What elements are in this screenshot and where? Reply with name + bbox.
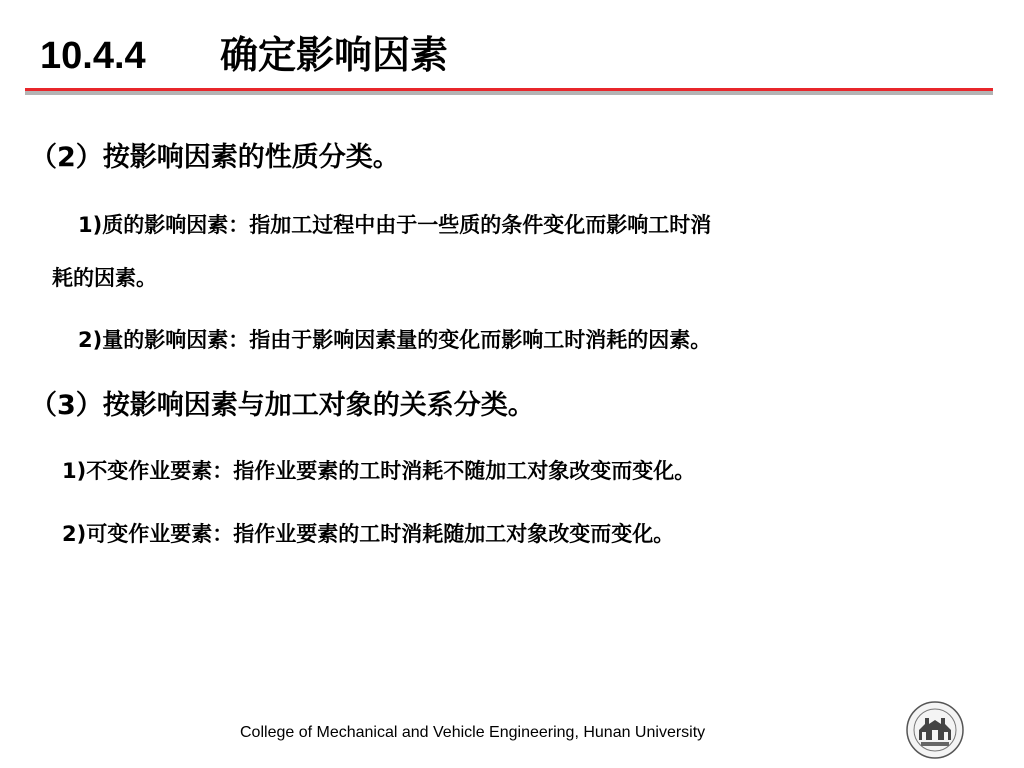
title-rule-gray [25, 91, 993, 95]
item-quantity-factors: 2)量的影响因素：指由于影响因素量的变化而影响工时消耗的因素。 [78, 328, 712, 352]
heading-3: （3）按影响因素与加工对象的关系分类。 [30, 390, 535, 421]
item-quality-factors-line1: 1)质的影响因素：指加工过程中由于一些质的条件变化而影响工时消 [78, 213, 712, 237]
university-seal-icon [905, 700, 965, 760]
item-constant-elements: 1)不变作业要素：指作业要素的工时消耗不随加工对象改变而变化。 [62, 459, 696, 483]
section-title: 确定影响因素 [220, 35, 449, 77]
section-number: 10.4.4 [40, 35, 146, 77]
item-variable-elements: 2)可变作业要素：指作业要素的工时消耗随加工对象改变而变化。 [62, 522, 675, 546]
footer-text: College of Mechanical and Vehicle Engineering, Hunan University [240, 724, 706, 741]
slide-title [40, 30, 448, 82]
item-quality-factors-line2: 耗的因素。 [52, 266, 157, 290]
heading-2: （2）按影响因素的性质分类。 [30, 142, 400, 173]
